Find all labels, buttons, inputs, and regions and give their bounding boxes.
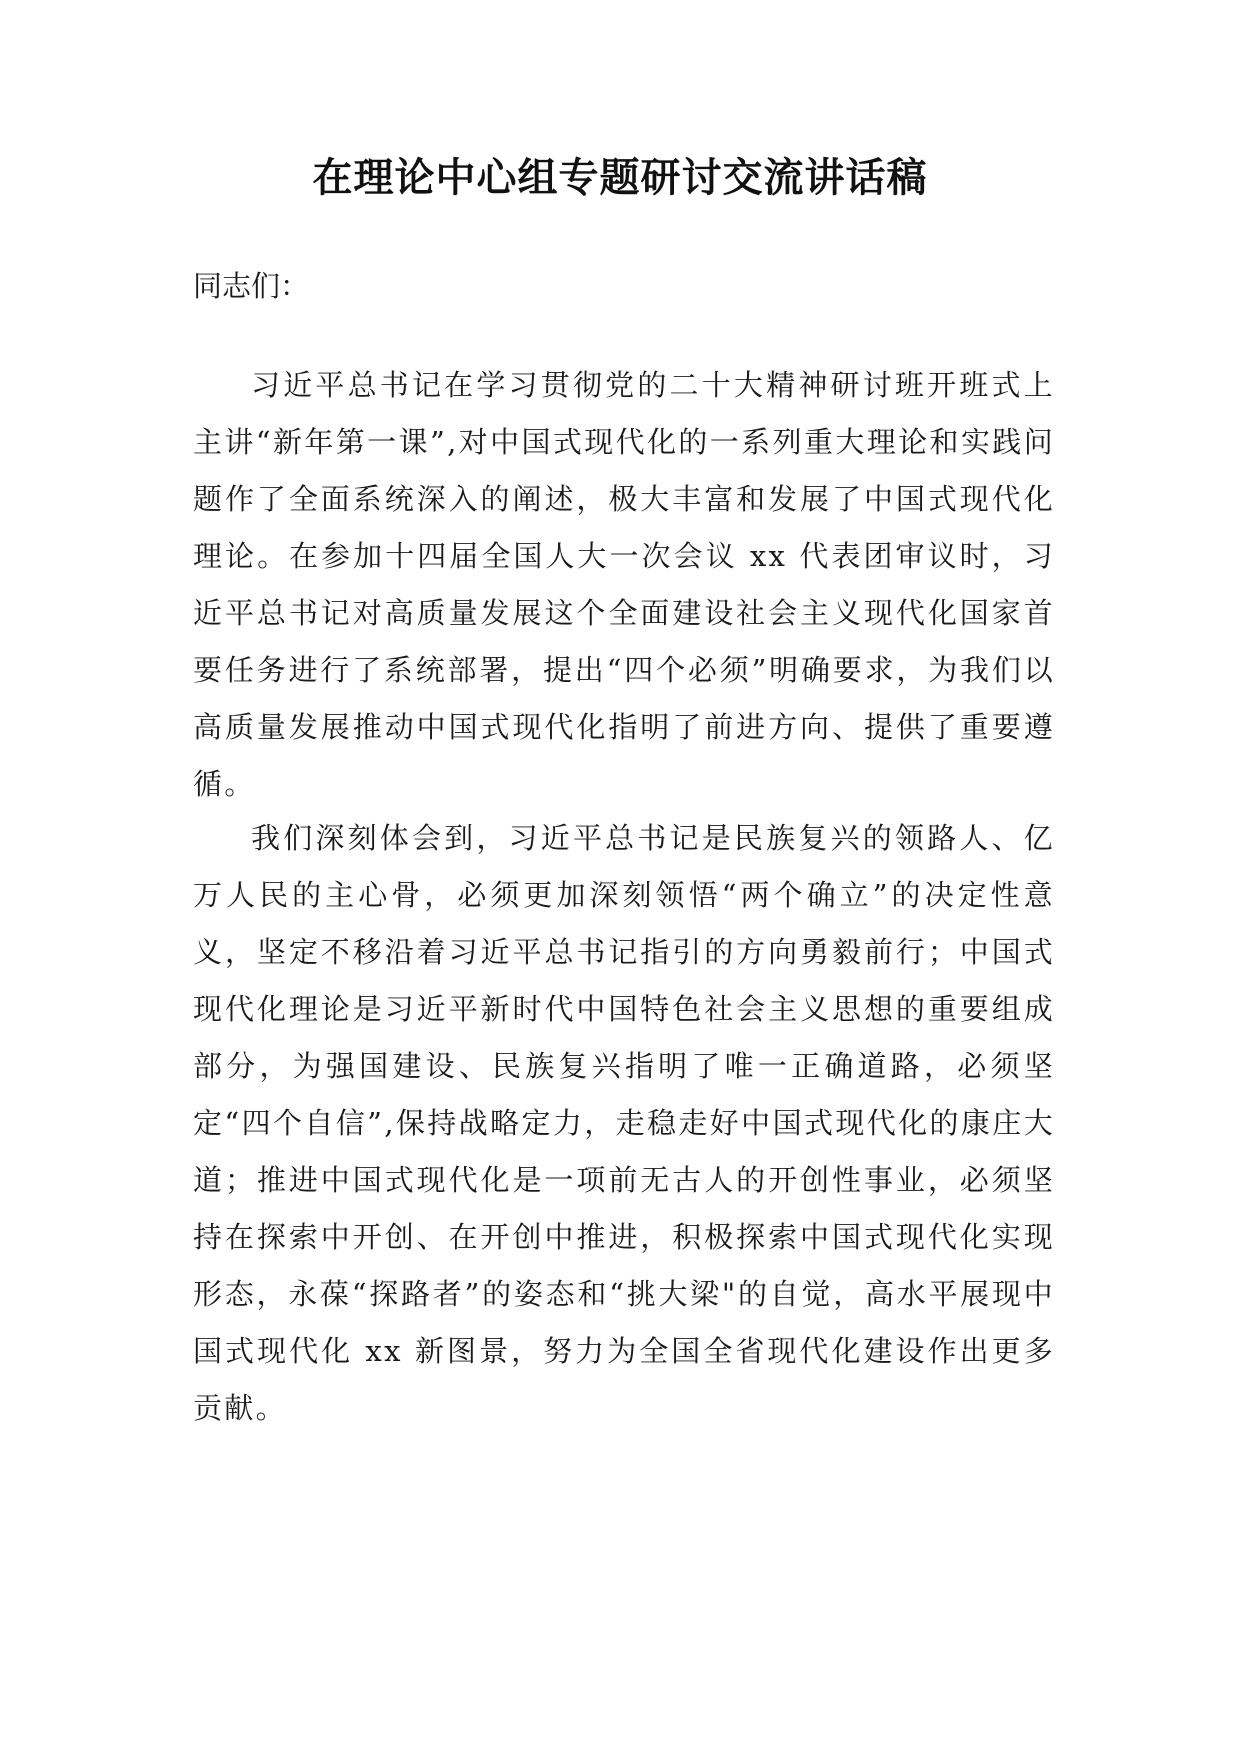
paragraph-1: 习近平总书记在学习贯彻党的二十大精神研讨班开班式上主讲“新年第一课”,对中国式现代化的一系列重大理论和实践问题作了全面系统深入的阐述，极大丰富和发展了中国式现代化理论。在参加十四届全国人大一次会议 xx 代表团审议时，习近平总书记对高质量发展这个全面建设社会主义现代化国家首要任务进行了系统部署，提出“四个必须”明确要求，为我们以高质量发展推动中国式现代化指明了前进方向、提供了重要遵循。 xyxy=(193,368,1055,801)
paragraph-2: 我们深刻体会到，习近平总书记是民族复兴的领路人、亿万人民的主心骨，必须更加深刻领悟“两个确立”的决定性意义，坚定不移沿着习近平总书记指引的方向勇毅前行；中国式现代化理论是习近平新时代中国特色社会主义思想的重要组成部分，为强国建设、民族复兴指明了唯一正确道路，必须坚定“四个自信”,保持战略定力，走稳走好中国式现代化的康庄大道；推进中国式现代化是一项前无古人的开创性事业，必须坚持在探索中开创、在开创中推进，积极探索中国式现代化实现形态，永葆“探路者”的姿态和“挑大梁"的自觉，高水平展现中国式现代化 xx 新图景，努力为全国全省现代化建设作出更多贡献。 xyxy=(193,821,1055,1425)
salutation: 同志们： xyxy=(193,269,310,303)
document-title: 在理论中心组专题研讨交流讲话稿 xyxy=(312,155,928,201)
